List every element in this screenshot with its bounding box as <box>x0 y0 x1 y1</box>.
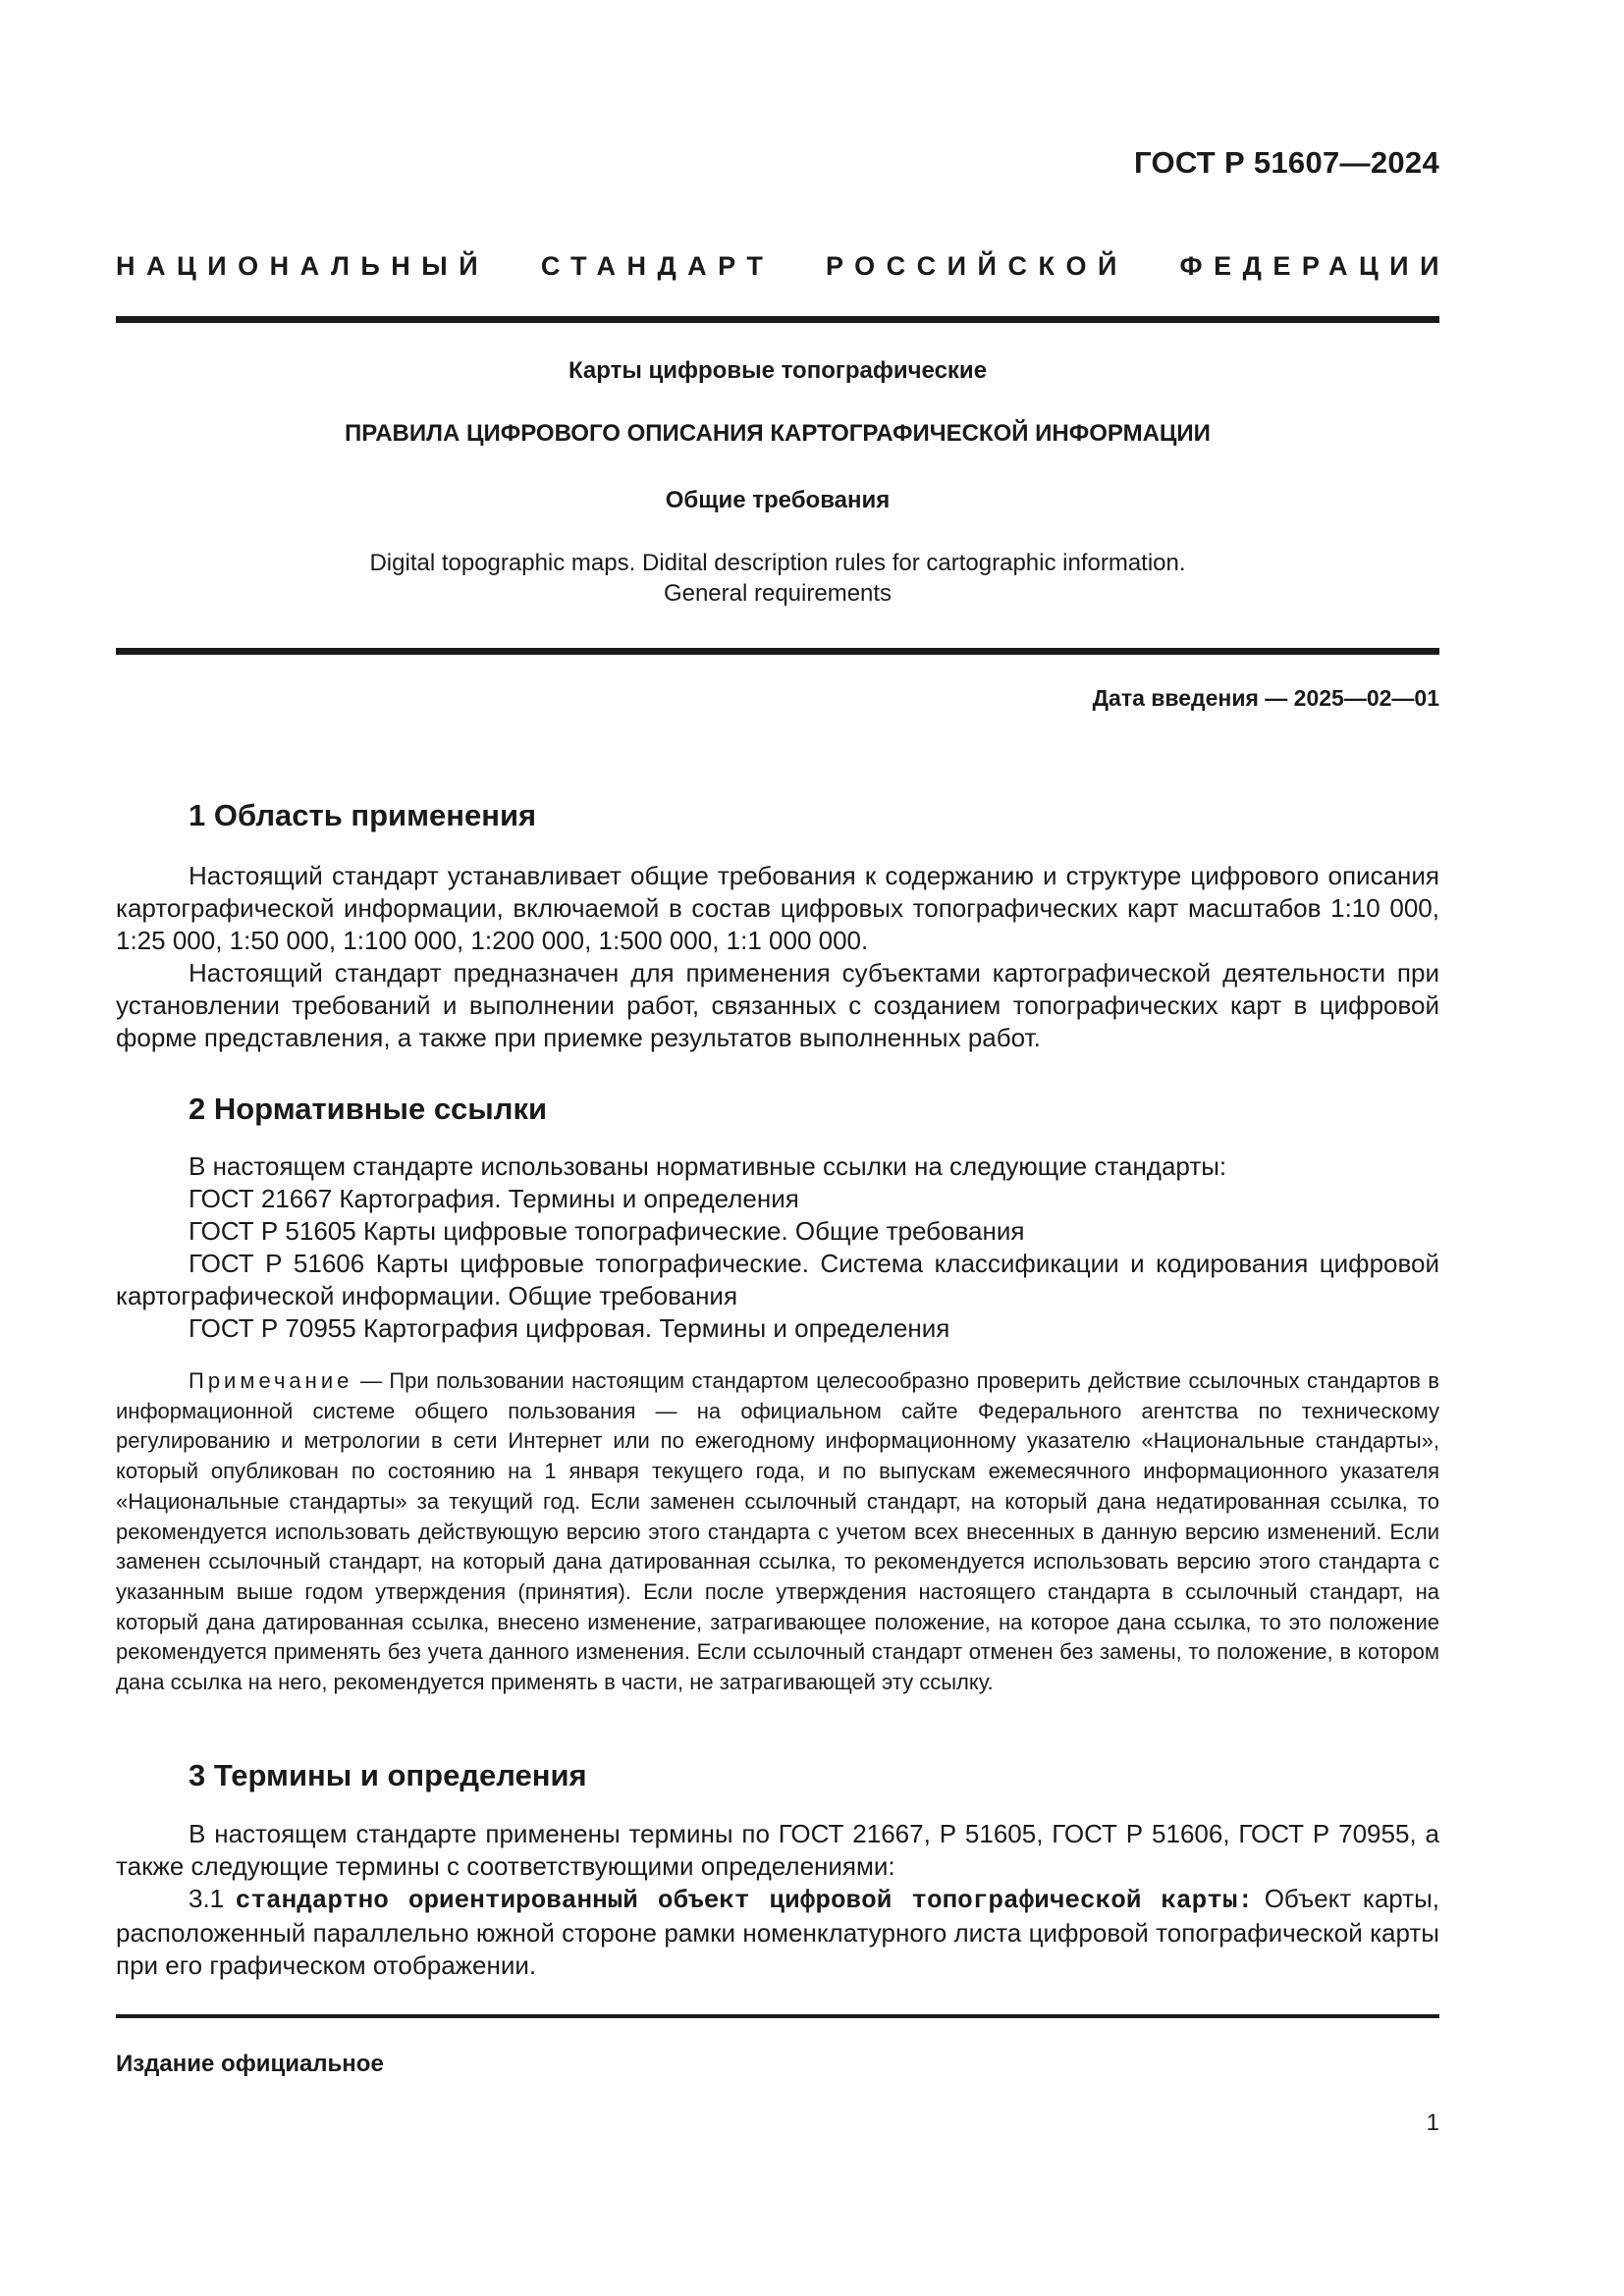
section-1-heading: 1 Область применения <box>189 798 537 832</box>
section-3-intro: В настоящем стандарте применены термины по ГОСТ 21667, Р 51605, ГОСТ Р 51606, ГОСТ Р 70955, а также следующие термины с соответствующими определениями: <box>116 1819 1439 1881</box>
banner-word: РОССИЙСКОЙ <box>826 251 1128 281</box>
section-2-intro: В настоящем стандарте использованы нормативные ссылки на следующие стандарты: <box>189 1151 1227 1181</box>
term-definition: Объект карты, расположенный параллельно южной стороне рамки номенклатурного листа цифровой топографической карты при его графическом отображении. <box>116 1884 1439 1980</box>
section-2-body <box>116 1150 1439 1345</box>
section-2-heading: 2 Нормативные ссылки <box>189 1092 548 1126</box>
title-line-2: ПРАВИЛА ЦИФРОВОГО ОПИСАНИЯ КАРТОГРАФИЧЕСКОЙ ИНФОРМАЦИИ <box>345 420 1211 447</box>
title-line-1: Карты цифровые топографические <box>568 357 988 384</box>
banner-word: СТАНДАРТ <box>540 251 775 281</box>
page-number: 1 <box>1426 2109 1439 2136</box>
banner-word: ФЕДЕРАЦИИ <box>1179 251 1450 281</box>
reference-item: ГОСТ Р 70955 Картография цифровая. Термины и определения <box>189 1313 950 1343</box>
note-text: — При пользовании настоящим стандартом целесообразно проверить действие ссылочных стандартов в информационной системе общего пользования — на официальном сайте Федерального агентства по техническому регулированию и метрологии в сети Интернет или по ежегодному информационному указателю «Национальные стандарты», который опубликован по состоянию на 1 января текущего года, и по выпускам ежемесячного информационного указателя «Национальные стандарты» за текущий год. Если заменен ссылочный стандарт, на который дана недатированная ссылка, то рекомендуется использовать действующую версию этого стандарта с учетом всех внесенных в данную версию изменений. Если заменен ссылочный стандарт, на который дана датированная ссылка, то рекомендуется использовать версию этого стандарта с указанным выше годом утверждения (принятия). Если после утверждения настоящего стандарта в ссылочный стандарт, на который дана датированная ссылка, внесено изменение, затрагивающее положение, на которое дана ссылка, то это положение рекомендуется применять без учета данного изменения. Если ссылочный стандарт отменен без замены, то положение, в котором дана ссылка на него, рекомендуется применять в части, не затрагивающей эту ссылку. <box>116 1368 1439 1695</box>
section-1-body <box>116 860 1439 1054</box>
note-paragraph <box>116 1366 1439 1698</box>
reference-item: ГОСТ Р 51605 Карты цифровые топографические. Общие требования <box>189 1216 1025 1246</box>
term-entry <box>116 1883 1439 1982</box>
english-title <box>116 548 1439 609</box>
reference-item: ГОСТ Р 51606 Карты цифровые топографические. Система классификации и кодирования цифровой картографической информации. Общие требования <box>116 1249 1439 1310</box>
national-standard-banner <box>116 251 1450 282</box>
section-3-heading: 3 Термины и определения <box>189 1758 587 1792</box>
english-title-line-2: General requirements <box>663 580 893 607</box>
official-edition-label: Издание официальное <box>116 2051 384 2077</box>
top-rule <box>116 316 1439 323</box>
banner-word: НАЦИОНАЛЬНЫЙ <box>116 251 490 281</box>
term-number: 3.1 <box>189 1884 236 1913</box>
standard-code: ГОСТ Р 51607—2024 <box>1134 145 1439 180</box>
introduction-date: Дата введения — 2025—02—01 <box>1092 685 1439 711</box>
section-1-paragraph-2: Настоящий стандарт предназначен для применения субъектами картографической деятельности при установлении требований и выполнении работ, связанных с созданием топографических карт в цифровой форме представления, а также при приемке результатов выполненных работ. <box>116 958 1439 1052</box>
title-line-3: Общие требования <box>665 487 891 513</box>
section-3-body <box>116 1818 1439 1982</box>
section-1-paragraph-1: Настоящий стандарт устанавливает общие требования к содержанию и структуре цифрового описания картографической информации, включаемой в состав цифровых топографических карт масштабов 1:10 000, 1:25 000, 1:50 000, 1:100 000, 1:200 000, 1:500 000, 1:1 000 000. <box>116 861 1439 955</box>
title-rule <box>116 648 1439 655</box>
document-page <box>116 0 1450 2296</box>
english-title-line-1: Digital topographic maps. Didital description rules for cartographic information. <box>369 550 1186 576</box>
term-name: стандартно ориентированный объект цифровой топографической карты: <box>235 1886 1254 1915</box>
references-note <box>116 1366 1439 1698</box>
note-label: Примечание <box>189 1368 353 1393</box>
footer-rule <box>116 2014 1439 2018</box>
reference-item: ГОСТ 21667 Картография. Термины и определения <box>189 1184 799 1213</box>
